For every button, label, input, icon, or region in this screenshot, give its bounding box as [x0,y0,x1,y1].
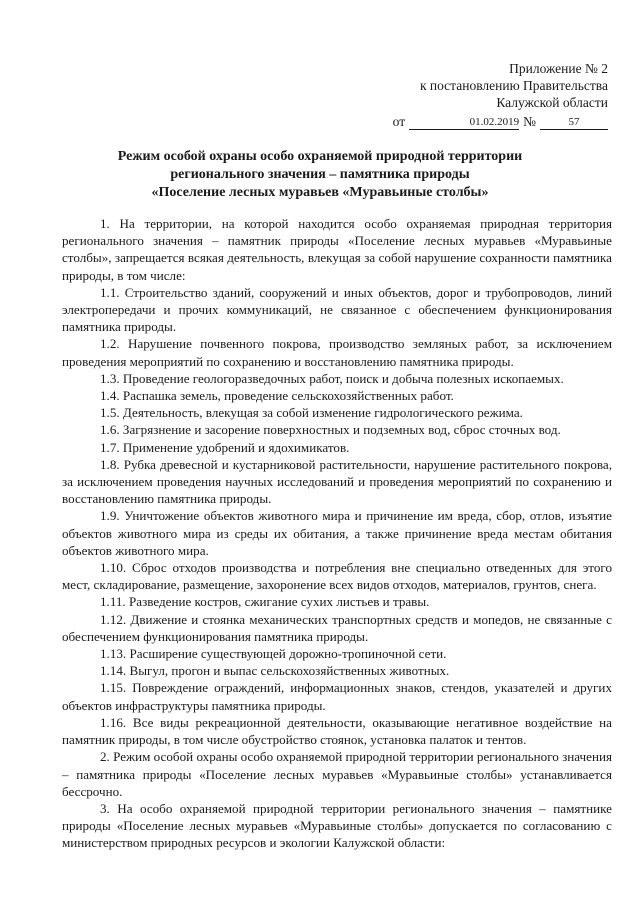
paragraph: 2. Режим особой охраны особо охраняемой природной территории регионального значения – памятника природы «Поселение лесных муравьев «Муравьиные столбы» устанавливается бессрочно. [62,749,612,799]
paragraph: 1.9. Уничтожение объектов животного мира и причинение им вреда, сбор, отлов, изъятие объектов животного мира из среды их обитания, а также причинение вреда местам обитания объектов животного мира. [62,508,612,558]
paragraph: 1.2. Нарушение почвенного покрова, производство земляных работ, за исключением проведения мероприятий по сохранению и восстановлению памятника природы. [62,336,612,369]
title-line-1: Режим особой охраны особо охраняемой природной территории [117,149,523,164]
document-title [60,148,580,202]
paragraph: 1.3. Проведение геологоразведочных работ, поиск и добыча полезных ископаемых. [100,370,564,386]
document-body [62,215,612,852]
decree-date: 01.02.2019 [409,116,519,130]
paragraph: 1.14. Выгул, прогон и выпас сельскохозяйственных животных. [100,663,450,679]
paragraph: 1.1. Строительство зданий, сооружений и иных объектов, дорог и трубопроводов, линий электропередачи и прочих коммуникаций, не связанное с обеспечением функционирования памятника природы. [62,284,612,335]
paragraph: 1.16. Все виды рекреационной деятельности, оказывающие негативное воздействие на памятник природы, в том числе обустройство стоянок, установка палаток и тентов. [62,714,612,748]
appendix-number: Приложение № 2 [509,61,608,76]
paragraph: 1.6. Загрязнение и засорение поверхностных и подземных вод, сброс сточных вод. [100,422,561,438]
decree-number: 57 [540,116,608,130]
paragraph: 1.11. Разведение костров, сжигание сухих листьев и травы. [100,594,430,610]
appendix-header [348,60,608,130]
title-line-3: «Поселение лесных муравьев «Муравьиные столбы» [151,185,489,200]
paragraph: 1.15. Повреждение ограждений, информационных знаков, стендов, указателей и других объектов инфраструктуры памятника природы. [62,680,612,713]
paragraph: 1.4. Распашка земель, проведение сельскохозяйственных работ. [100,388,454,404]
paragraph: 3. На особо охраняемой природной территории регионального значения – памятнике природы «Поселение лесных муравьев «Муравьиные столбы» допускается по согласованию с министерством природных ресурсов и экологии Калужской области: [62,800,612,851]
paragraph: 1.13. Расширение существующей дорожно-тропиночной сети. [100,646,447,662]
paragraph: 1.5. Деятельность, влекущая за собой изменение гидрологического режима. [100,405,523,421]
from-label: от [392,114,406,129]
title-line-2: регионального значения – памятника природы [170,167,470,182]
number-label: № [523,114,536,129]
paragraph: 1.12. Движение и стоянка механических транспортных средств и мопедов, не связанные с обеспечением функционирования памятника природы. [62,611,612,644]
paragraph: 1.7. Применение удобрений и ядохимикатов. [100,439,350,455]
paragraph: 1. На территории, на которой находится особо охраняемая природная территория регионального значения – памятник природы «Поселение лесных муравьев «Муравьиные столбы», запрещается всякая деятельность, влекущая за собой нарушение сохранности памятника природы, в том числе: [62,216,612,283]
paragraph: 1.8. Рубка древесной и кустарниковой растительности, нарушение растительного покрова, за исключением проведения научных исследований и проведения мероприятий по сохранению и восстановлению памятника природы. [62,456,612,507]
paragraph: 1.10. Сброс отходов производства и потребления вне специально отведенных для этого мест, складирование, размещение, захоронение всех видов отходов, материалов, грунтов, снега. [62,560,612,593]
appendix-region: Калужской области [496,95,608,110]
decree-date-number [348,113,608,130]
appendix-reference: к постановлению Правительства [419,78,608,93]
